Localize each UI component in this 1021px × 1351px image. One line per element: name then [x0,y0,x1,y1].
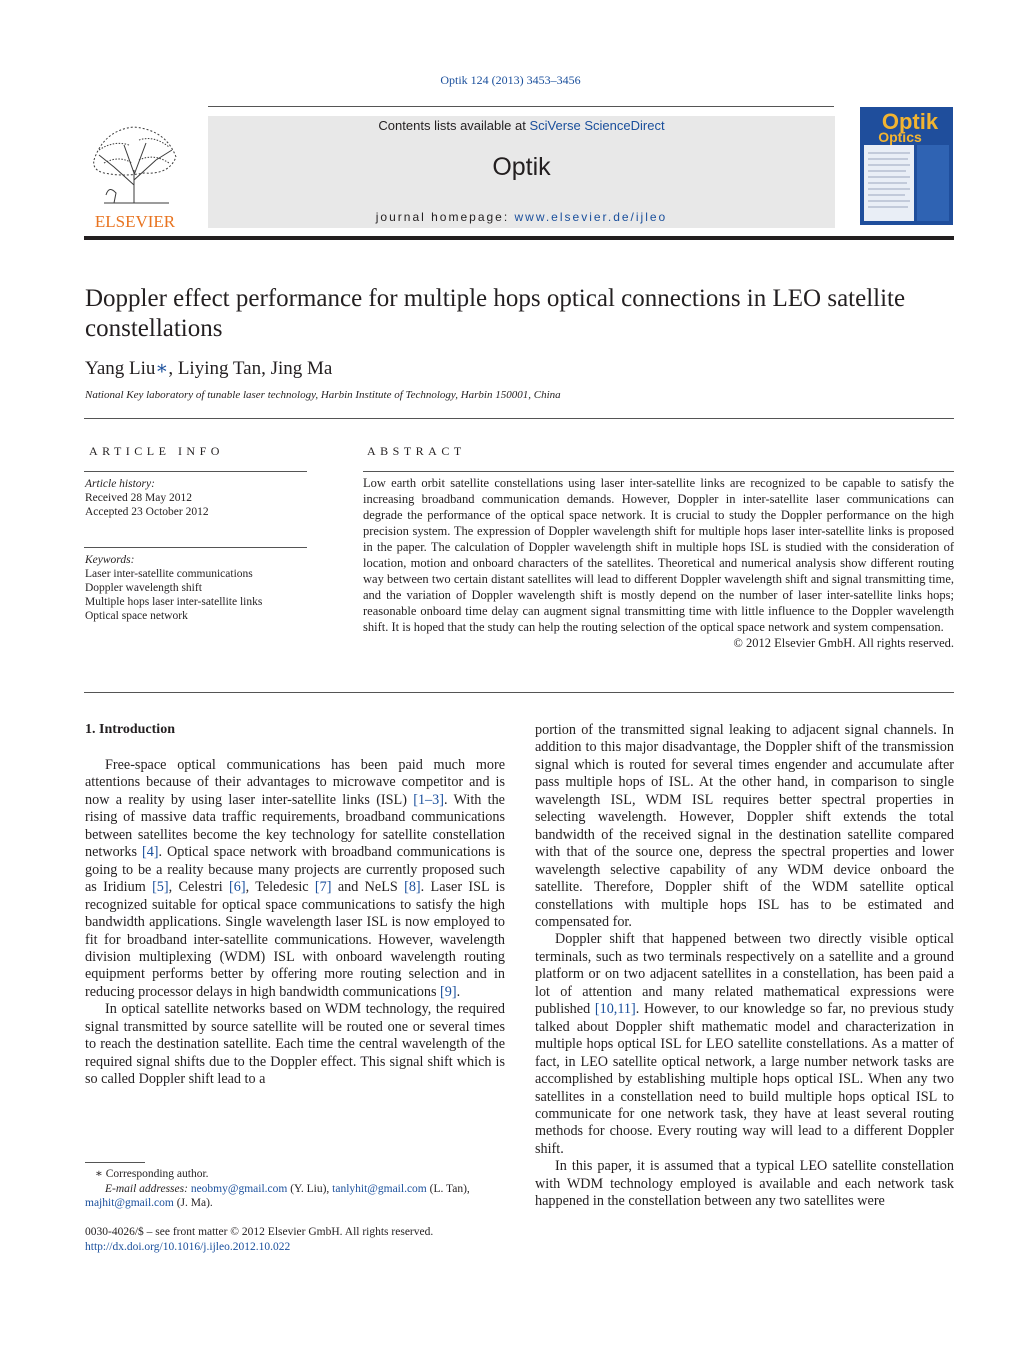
keyword-item: Doppler wavelength shift [85,582,202,594]
title-divider [84,418,954,419]
article-info-divider [84,471,307,472]
keyword-item: Laser inter-satellite communications [85,568,253,580]
history-label: Article history: [85,478,155,490]
email-link[interactable]: neobmy@gmail.com [190,1182,288,1195]
text-run: . With the rising of massive data traffic requirements, broadband communications between satellites become the key technology for satellite constellation networks [85,791,505,861]
svg-text:Optik: Optik [881,109,939,134]
abstract-heading: ABSTRACT [367,444,466,458]
keyword-item: Multiple hops laser inter-satellite links [85,596,263,608]
author-name: Jing Ma [270,358,333,379]
keyword-item: Optical space network [85,610,188,622]
cover-image [860,107,953,225]
abstract-end-rule [84,692,954,693]
text-run: Free-space optical communications has been paid much more attentions because of their advantages to microwave competitor and is now a reality by using laser inter-satellite links (ISL) [85,757,505,808]
journal-citation[interactable]: Optik 124 (2013) 3453–3456 [440,73,581,87]
email-addresses-cont: majhit@gmail.com (J. Ma). [85,1197,213,1209]
footnote-rule [85,1162,145,1163]
email-link[interactable]: tanlyhit@gmail.com [332,1182,427,1195]
author-name: Yang Liu [85,358,156,379]
text-run: . Laser ISL is recognized suitable for optical space communications to satisfy the high bandwidth applications. Single wavelength laser ISL is now employed to fit for broadband inter-satellite communications. However, wavelength division multiplexing (WDM) ISL with onboard wavelength routing equipment performs better by offering more routing selection and in reducing processor delays in high bandwidth communications [85,879,505,1000]
journal-cover-thumbnail[interactable] [860,107,953,225]
paragraph [535,1158,954,1210]
header-bottom-rule [84,236,954,240]
text-run: Doppler shift that happened between two directly visible optical terminals, such as two terminals respectively on a satellite and a ground platform or on two adjacent satellites in a constellation, has been paid a lot of attention and many related mathematical expressions were published [535,931,954,1018]
paragraph [535,931,954,1158]
accepted-date: Accepted 23 October 2012 [85,506,209,518]
abstract-divider [363,471,954,472]
text-run: , Celestri [168,879,230,896]
article-history [85,477,209,519]
paragraph [85,1001,505,1088]
text-run: . However, to our knowledge so far, no previous study talked about Doppler shift mathematic model and characterization in multiple hops optical ISL for LEO satellite constellations. As a matter of fact, in LEO satellite optical network, a large number network tasks are accomplished by establishing multiple hops optical ISL. When any two satellites in a constellation need to build multiple hops optical ISL to communicate for one network task, they have at least several routing methods for choose. Every routing way will lead to a different Doppler shift. [535,1001,955,1157]
issn-line: 0030-4026/$ – see front matter © 2012 Elsevier GmbH. All rights reserved. [85,1226,434,1238]
text-run: and NeLS [331,879,405,896]
svg-text:ELSEVIER: ELSEVIER [94,212,176,231]
svg-text:Optics: Optics [878,129,922,145]
reference-link[interactable]: [8] [404,879,421,896]
reference-link[interactable]: [7] [314,879,332,896]
text-run: . Optical space network with broadband communications is going to be a reality because many projects are currently proposed such as Iridium [85,844,505,896]
text-run: , Teledesic [245,879,315,896]
keywords-divider [84,547,307,548]
sciencedirect-link[interactable]: SciVerse ScienceDirect [529,118,665,133]
abstract-copyright: © 2012 Elsevier GmbH. All rights reserved. [733,636,954,650]
journal-homepage: journal homepage: www.elsevier.de/ijleo [375,210,668,224]
publisher-logo [84,115,186,231]
header-divider [208,106,834,107]
abstract-text: Low earth orbit satellite constellations using laser inter-satellite links are recognized to be capable to satisfy the increasing broadband communication demands. However, Doppler in inter-satellite laser communications can degrade the performance of the optical space network. It is crucial to study the Doppler performance on the high precision system. The expression of Doppler wavelength shift for multiple hops laser inter-satellite links is proposed in the paper. The calculation of Doppler wavelength shift in multiple hops ISL is studied with the consideration of location, motion and onboard characters of the satellites. Theoretical and numerical analysis show different routing way between two certain distant satellites will lead to different Doppler wavelength shift and signal transmitting time, and the variation of Doppler wavelength shift is mostly depend on the number of laser inter-satellite links hops; reasonable onboard time delay can augment signal transmitting time with little influence to the Doppler wavelength shift. It is hoped that the study can help the routing selection of the optical space network and system compensation. [363,476,954,634]
front-matter [85,1225,433,1255]
text-run: . [456,983,461,1000]
paragraph [85,757,505,1001]
footnotes [85,1167,470,1211]
doi-link[interactable]: http://dx.doi.org/10.1016/j.ijleo.2012.10.022 [85,1241,291,1253]
reference-link[interactable]: [9] [440,983,457,1000]
affiliation: National Key laboratory of tunable laser technology, Harbin Institute of Technology, Harbin 150001, China [85,389,561,401]
received-date: Received 28 May 2012 [85,492,192,504]
abstract [363,475,954,651]
body-left-column [85,757,505,1089]
keywords-label: Keywords: [85,554,135,566]
reference-link[interactable]: [10,11] [594,1001,636,1018]
elsevier-tree-icon [84,115,186,231]
text-run: In optical satellite networks based on WDM technology, the required signal transmitted by source satellite will be routed one or several times to reach the destination satellite. Each time the central wavelength of the required signal shifts due to the Doppler effect. This signal shift which is so called Doppler shift lead to a [85,1001,505,1088]
paragraph [535,722,954,931]
journal-title: Optik [492,153,551,181]
reference-link[interactable]: [5] [152,879,169,896]
text-run: In this paper, it is assumed that a typical LEO satellite constellation with WDM technology employed is available and each network task happened in the constellation between any two satellites were [535,1158,954,1210]
reference-link[interactable]: [4] [141,844,159,861]
email-link[interactable]: majhit@gmail.com [85,1197,174,1209]
author-name: Liying Tan [177,358,262,379]
reference-link[interactable]: [6] [229,879,246,896]
corresponding-author-mark[interactable]: ∗ [155,358,169,379]
contents-line: Contents lists available at SciVerse ScienceDirect [378,118,665,133]
body-right-column [535,722,954,1211]
article-title: Doppler effect performance for multiple hops optical connections in LEO satellite constellations [85,285,906,342]
reference-link[interactable]: [1–3] [413,791,444,808]
text-run: portion of the transmitted signal leaking to adjacent signal channels. In addition to this major disadvantage, the Doppler shift of the transmission signal which is routed for several times engender and accumulate after pass multiple hops of ISL. At the other hand, in comparison to single wavelength ISL, WDM ISL requires better spectral properties in selecting wavelength. However, Doppler shift extends the total bandwidth of the received signal in the destination satellite compared with that of the source one, depress the spectral properties and lower wavelength selective capability of any WDM device onboard the satellite. Therefore, Doppler shift of the WDM satellite optical constellations with multiple hops ISL has to be estimated and compensated for. [535,722,954,930]
section-heading-introduction: 1. Introduction [85,722,175,737]
email-addresses: E-mail addresses: neobmy@gmail.com (Y. Liu), tanlyhit@gmail.com (L. Tan), [105,1182,470,1195]
article-info-heading: ARTICLE INFO [89,444,224,458]
corresponding-author-note: ∗ Corresponding author. [95,1168,209,1180]
author-list: Yang Liu∗, Liying Tan, Jing Ma [85,358,333,379]
homepage-link[interactable]: www.elsevier.de/ijleo [514,210,668,224]
keywords-block [85,553,262,623]
